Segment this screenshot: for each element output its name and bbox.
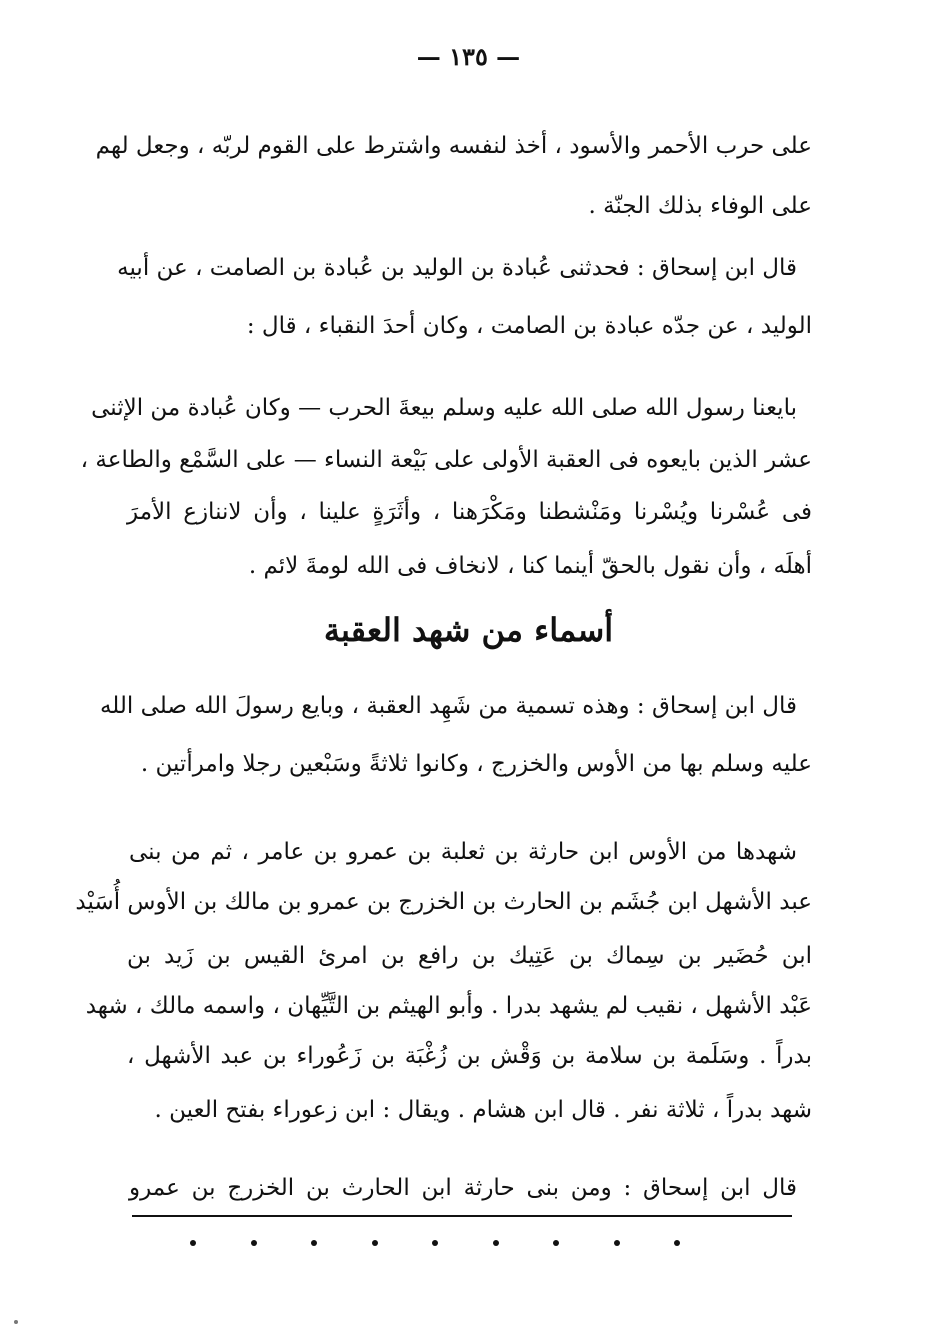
footer-dot bbox=[190, 1240, 196, 1246]
footer-dot bbox=[251, 1240, 257, 1246]
section-heading: أسماء من شهد العقبة bbox=[323, 611, 614, 649]
text-line: قال ابن إسحاق : وهذه تسمية من شَهِد العقبة ، وبايع رسولَ الله صلى الله bbox=[99, 693, 797, 719]
text-line: بايعنا رسول الله صلى الله عليه وسلم بيعةَ الحرب — وكان عُبادة من الإثنى bbox=[91, 395, 797, 421]
page-number: — ١٣٥ — bbox=[416, 42, 521, 71]
footer-dot bbox=[311, 1240, 317, 1246]
text-line: بدراً . وسَلَمة بن سلامة بن وَقْش بن زُغْبَة بن زَعُوراء بن عبد الأشهل ، bbox=[127, 1043, 812, 1069]
text-line: عشر الذين بايعوه فى العقبة الأولى على بَيْعة النساء — على السَّمْع والطاعة ، bbox=[80, 447, 812, 473]
text-line: شهد بدراً ، ثلاثة نفر . قال ابن هشام . ويقال : ابن زعوراء بفتح العين . bbox=[154, 1097, 812, 1123]
text-line: عليه وسلم بها من الأوس والخزرج ، وكانوا ثلاثةً وسَبْعين رجلا وامرأتين . bbox=[140, 751, 812, 777]
footer-dot bbox=[674, 1240, 680, 1246]
footer-rule bbox=[132, 1215, 792, 1217]
footer-dot bbox=[432, 1240, 438, 1246]
text-line: عبد الأشهل ابن جُشَم بن الحارث بن الخزرج بن عمرو بن مالك بن الأوس أُسَيْد bbox=[75, 889, 812, 915]
footer-dot bbox=[553, 1240, 559, 1246]
text-line: على حرب الأحمر والأسود ، أخذ لنفسه واشترط على القوم لربّه ، وجعل لهم bbox=[95, 133, 812, 159]
footer-dot bbox=[614, 1240, 620, 1246]
page-speck bbox=[14, 1320, 18, 1324]
text-line: الوليد ، عن جدّه عبادة بن الصامت ، وكان أحدَ النقباء ، قال : bbox=[246, 313, 812, 339]
footer-dot bbox=[493, 1240, 499, 1246]
text-line: ابن حُضَير بن سِماك بن عَتِيك بن رافع بن امرئ القيس بن زَيد بن bbox=[127, 943, 812, 969]
text-line: قال ابن إسحاق : فحدثنى عُبادة بن الوليد بن عُبادة بن الصامت ، عن أبيه bbox=[117, 255, 797, 281]
text-line: عَبْد الأشهل ، نقيب لم يشهد بدرا . وأبو الهيثم بن التَّيِّهان ، واسمه مالك ، شهد bbox=[85, 993, 812, 1019]
text-line: قال ابن إسحاق : ومن بنى حارثة ابن الحارث بن الخزرج بن عمرو bbox=[129, 1175, 797, 1201]
text-line: شهدها من الأوس ابن حارثة بن ثعلبة بن عمرو بن عامر ، ثم من بنى bbox=[129, 839, 797, 865]
footer-dots bbox=[190, 1240, 680, 1250]
text-line: فى عُسْرنا ويُسْرنا ومَنْشطنا ومَكْرَهنا ، وأثَرَةٍ علينا ، وأن لاننازع الأمرَ bbox=[127, 499, 812, 525]
text-line: أهلَه ، وأن نقول بالحقّ أينما كنا ، لانخاف فى الله لومةَ لائم . bbox=[248, 553, 812, 579]
footer-dot bbox=[372, 1240, 378, 1246]
text-line: على الوفاء بذلك الجنّة . bbox=[588, 193, 812, 219]
